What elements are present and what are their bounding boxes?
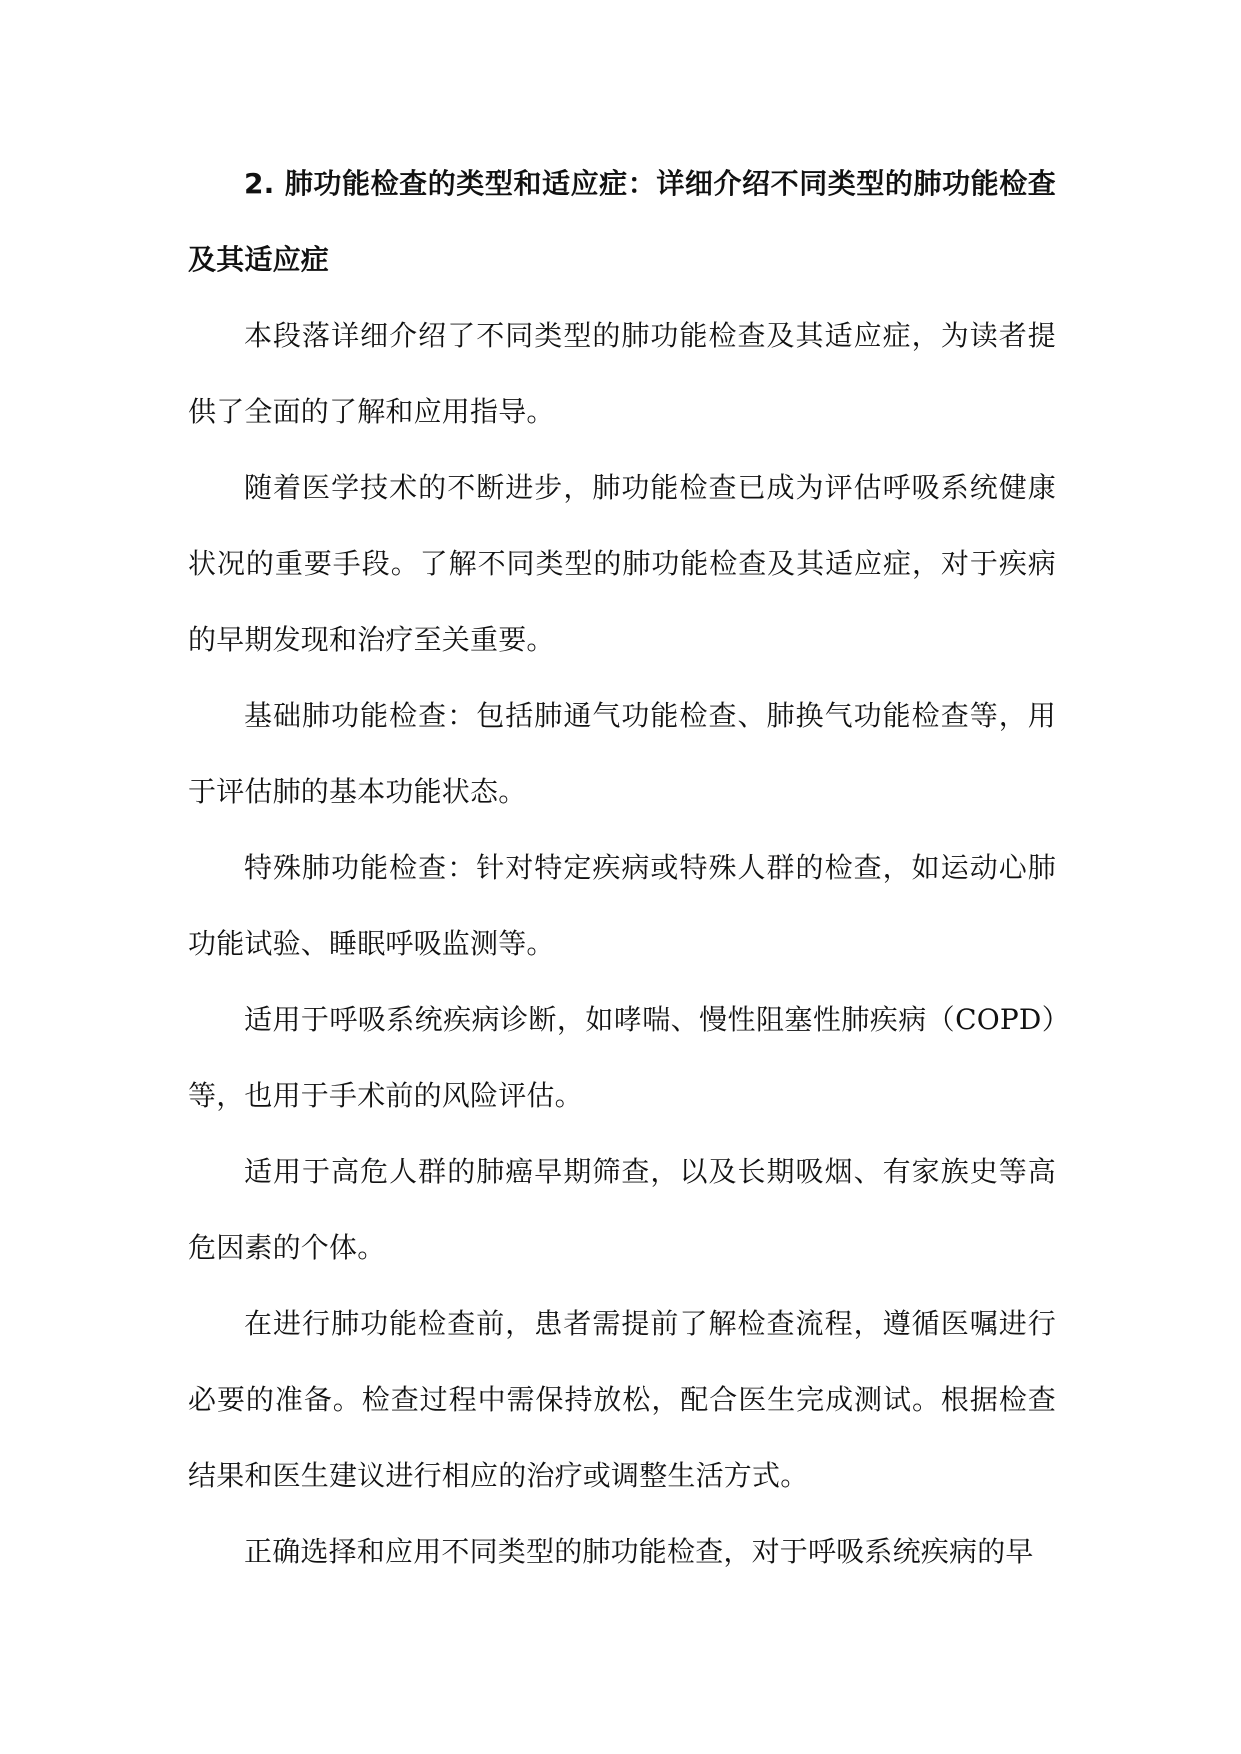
paragraph-indication-diagnosis: 适用于呼吸系统疾病诊断，如哮喘、慢性阻塞性肺疾病（COPD）等，也用于手术前的风险评估。 <box>188 1003 1056 1112</box>
paragraph-background: 随着医学技术的不断进步，肺功能检查已成为评估呼吸系统健康状况的重要手段。了解不同类型的肺功能检查及其适应症，对于疾病的早期发现和治疗至关重要。 <box>188 471 1056 656</box>
document-body <box>188 146 1056 1590</box>
paragraph-intro: 本段落详细介绍了不同类型的肺功能检查及其适应症，为读者提供了全面的了解和应用指导。 <box>188 319 1056 428</box>
paragraph-special-test: 特殊肺功能检查：针对特定疾病或特殊人群的检查，如运动心肺功能试验、睡眠呼吸监测等。 <box>188 851 1056 960</box>
paragraph-conclusion: 正确选择和应用不同类型的肺功能检查，对于呼吸系统疾病的早 <box>244 1535 1034 1568</box>
paragraph-preparation: 在进行肺功能检查前，患者需提前了解检查流程，遵循医嘱进行必要的准备。检查过程中需保持放松，配合医生完成测试。根据检查结果和医生建议进行相应的治疗或调整生活方式。 <box>188 1307 1056 1492</box>
section-heading: 2. 肺功能检查的类型和适应症：详细介绍不同类型的肺功能检查及其适应症 <box>188 167 1056 276</box>
paragraph-indication-screening: 适用于高危人群的肺癌早期筛查，以及长期吸烟、有家族史等高危因素的个体。 <box>188 1155 1056 1264</box>
paragraph-basic-test: 基础肺功能检查：包括肺通气功能检查、肺换气功能检查等，用于评估肺的基本功能状态。 <box>188 699 1056 808</box>
